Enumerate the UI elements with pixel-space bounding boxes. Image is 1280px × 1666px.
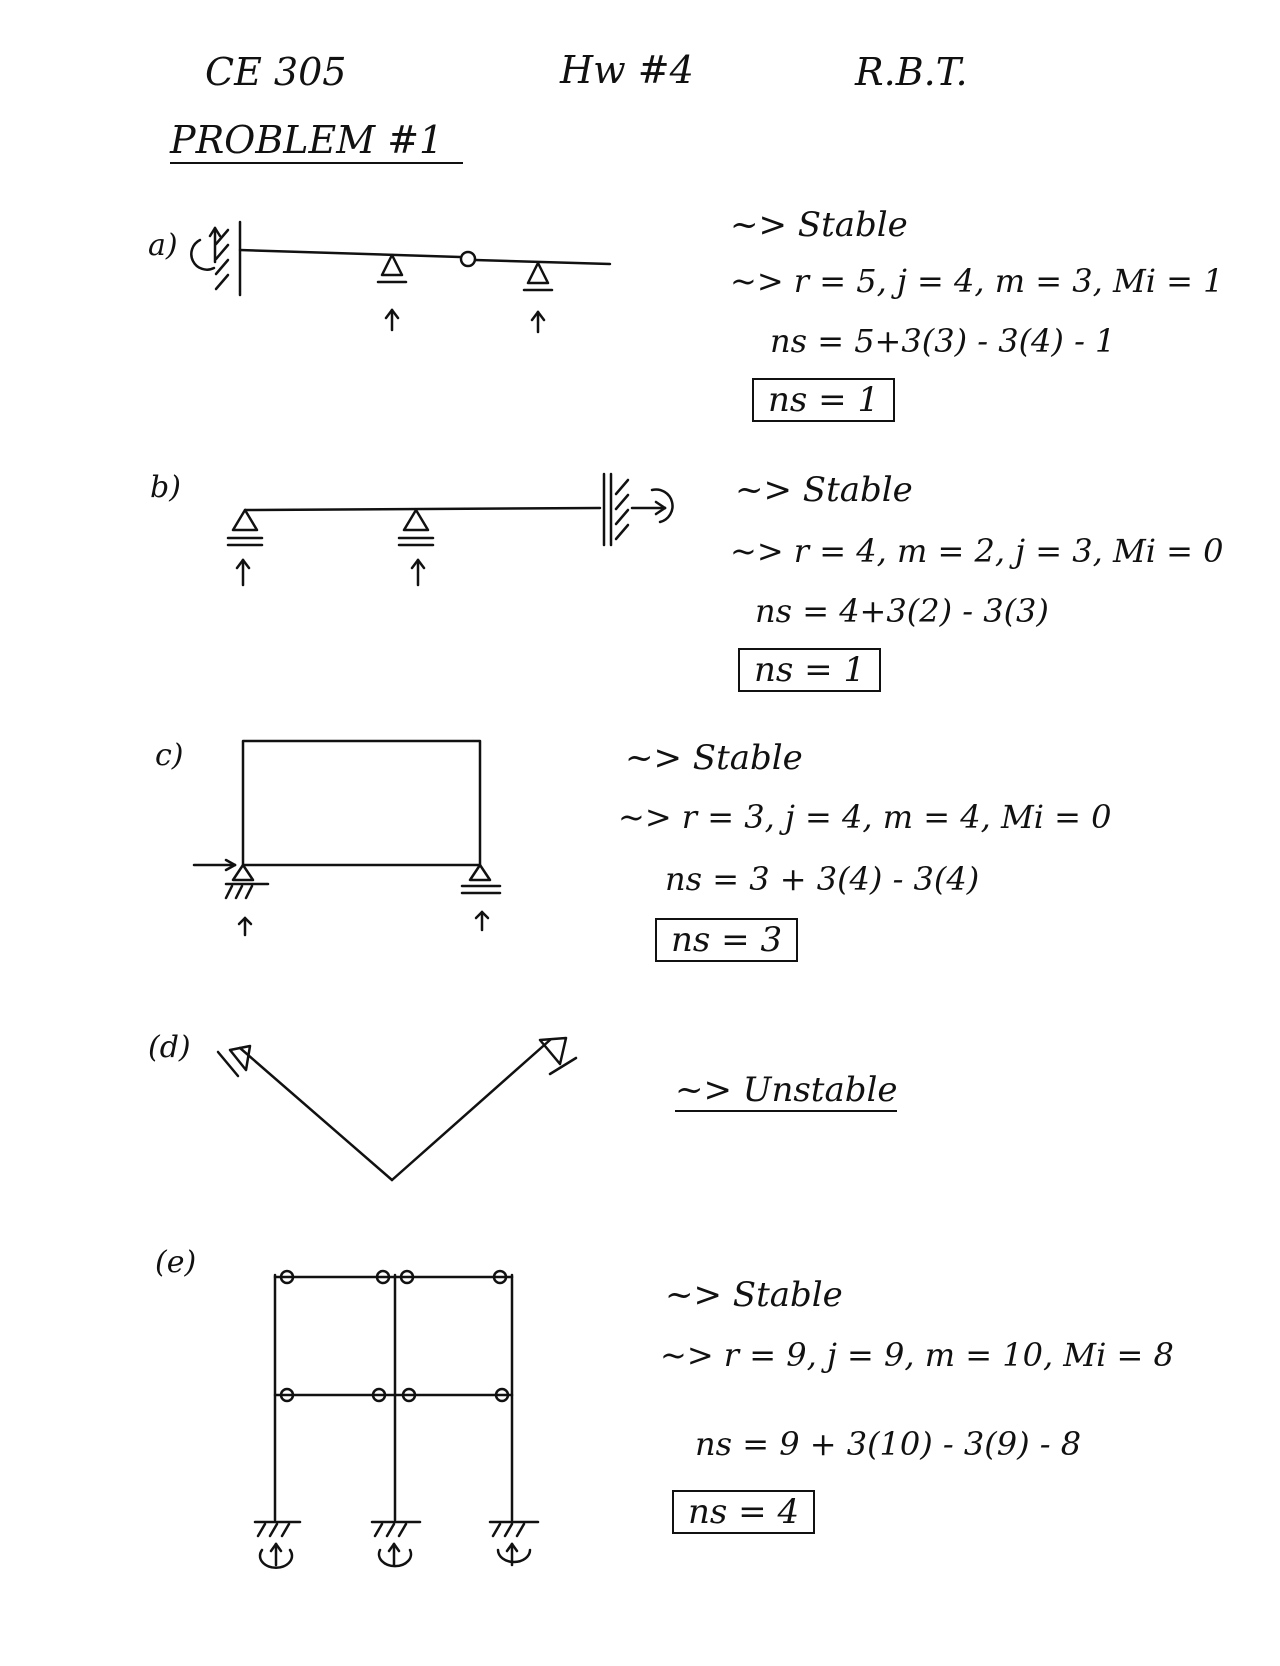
- part-a-equation: ns = 5+3(3) - 3(4) - 1: [770, 322, 1116, 360]
- sketch-c-frame: [194, 741, 500, 935]
- part-b-label: b): [150, 470, 181, 505]
- part-c-label: c): [155, 738, 184, 773]
- sketch-b-beam: [228, 474, 673, 585]
- author-initials: R.B.T.: [855, 50, 968, 94]
- homework-number: Hw #4: [560, 48, 694, 92]
- part-a-label: a): [148, 228, 178, 263]
- part-c-stability: ~> Stable: [625, 738, 803, 778]
- part-c-equation: ns = 3 + 3(4) - 3(4): [665, 860, 980, 898]
- part-e-label: (e): [155, 1245, 197, 1280]
- part-d-stability: ~> Unstable: [675, 1070, 898, 1110]
- part-e-equation: ns = 9 + 3(10) - 3(9) - 8: [695, 1425, 1082, 1463]
- course-code: CE 305: [205, 50, 347, 94]
- part-e-stability: ~> Stable: [665, 1275, 843, 1315]
- part-a-params: ~> r = 5, j = 4, m = 3, Mi = 1: [730, 262, 1224, 300]
- part-c-result: ns = 3: [655, 918, 798, 962]
- part-e-params: ~> r = 9, j = 9, m = 10, Mi = 8: [660, 1336, 1174, 1374]
- sketch-a-beam: [191, 222, 610, 332]
- part-b-params: ~> r = 4, m = 2, j = 3, Mi = 0: [730, 532, 1224, 570]
- part-d-label: (d): [148, 1030, 191, 1065]
- problem-title: PROBLEM #1: [170, 118, 463, 164]
- part-e-result: ns = 4: [672, 1490, 815, 1534]
- sketch-e-frame: [255, 1271, 538, 1568]
- part-a-stability: ~> Stable: [730, 205, 908, 245]
- sketch-d-vframe: [218, 1038, 576, 1180]
- part-b-equation: ns = 4+3(2) - 3(3): [755, 592, 1049, 630]
- part-b-stability: ~> Stable: [735, 470, 913, 510]
- part-a-result: ns = 1: [752, 378, 895, 422]
- part-c-params: ~> r = 3, j = 4, m = 4, Mi = 0: [618, 798, 1112, 836]
- part-b-result: ns = 1: [738, 648, 881, 692]
